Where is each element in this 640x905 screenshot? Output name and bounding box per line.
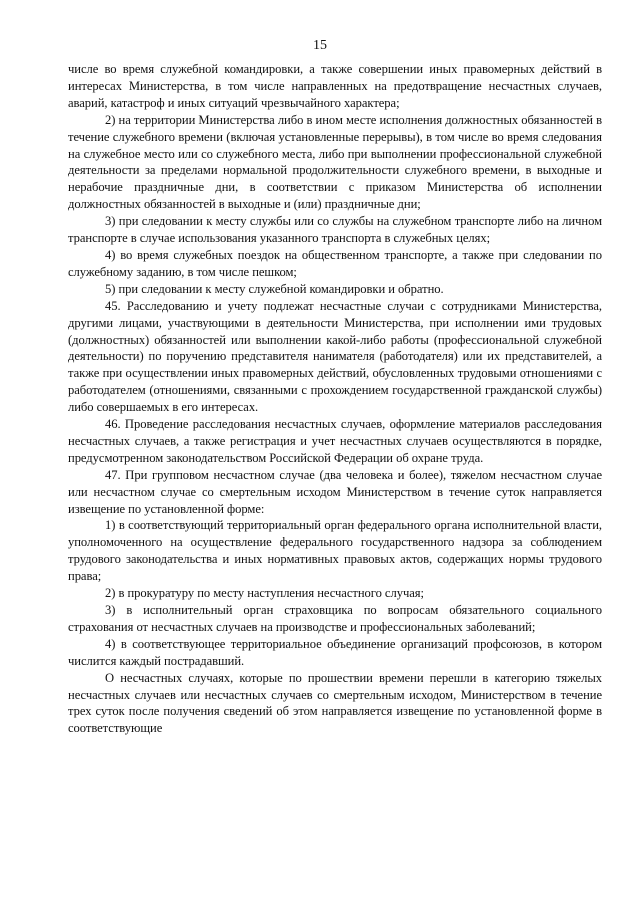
paragraph-clause-47-item-1: 1) в соответствующий территориальный орган федерального органа исполнительной власти, уполномоченного на осуществление федерального государственного надзора за соблюдением трудового законодательства и иных нормативных правовых актов, содержащих нормы трудового права;: [68, 518, 602, 584]
paragraph-clause-45: 45. Расследованию и учету подлежат несчастные случаи с сотрудниками Министерства, другими лицами, участвующими в деятельности Министерства, при исполнении ими трудовых (должностных) обязанностей или выполнении какой-либо работы (профессиональной служебной деятельности) по поручению представителя нанимателя (работодателя) или их представителей, а также при осуществлении иных правомерных действий, обусловленных трудовыми отношениями с работодателем (отношениями, связанными с прохождением государственной гражданской службы) либо совершаемых в его интересах.: [68, 298, 602, 415]
document-body: [68, 61, 602, 737]
paragraph-continuation: числе во время служебной командировки, а также совершении иных правомерных действий в интересах Министерства, в том числе направленных на предотвращение несчастных случаев, аварий, катастроф и иных ситуаций чрезвычайного характера;: [68, 62, 602, 110]
paragraph-item-4: 4) во время служебных поездок на общественном транспорте, а также при следовании по служебному заданию, в том числе пешком;: [68, 247, 602, 279]
page-number: 15: [313, 38, 327, 53]
paragraph-severe-cases: О несчастных случаях, которые по прошествии времени перешли в категорию тяжелых несчастных случаев или несчастных случаев со смертельным исходом, Министерством в течение трех суток после получения сведений об этом направляется извещение по установленной форме в соответствующие: [68, 670, 602, 736]
paragraph-item-3: 3) при следовании к месту службы или со службы на служебном транспорте либо на личном транспорте в случае использования указанного транспорта в служебных целях;: [68, 214, 602, 246]
paragraph-clause-46: 46. Проведение расследования несчастных случаев, оформление материалов расследования несчастных случаев, а также регистрация и учет несчастных случаев осуществляются в порядке, предусмотренном законодательством Российской Федерации об охране труда.: [68, 417, 602, 465]
paragraph-item-2: 2) на территории Министерства либо в ином месте исполнения должностных обязанностей в течение служебного времени (включая установленные перерывы), в том числе во время следования на служебное место или со служебного места, либо при выполнении профессиональной служебной деятельности за пределами нормальной продолжительности служебного времени, в выходные и нерабочие праздничные дни, в соответствии с приказом Министерства об исполнении должностных обязанностей в выходные и (или) праздничные дни;: [68, 112, 602, 212]
paragraph-clause-47-item-3: 3) в исполнительный орган страховщика по вопросам обязательного социального страхования от несчастных случаев на производстве и профессиональных заболеваний;: [68, 603, 602, 634]
paragraph-clause-47-item-4: 4) в соответствующее территориальное объединение организаций профсоюзов, в котором числится каждый пострадавший.: [68, 636, 602, 668]
paragraph-item-5: 5) при следовании к месту служебной командировки и обратно.: [105, 281, 444, 296]
paragraph-clause-47-item-2: 2) в прокуратуру по месту наступления несчастного случая;: [105, 586, 424, 601]
paragraph-clause-47: 47. При групповом несчастном случае (два человека и более), тяжелом несчастном случае или несчастном случае со смертельным исходом Министерством в течение суток направляется извещение по установленной форме:: [68, 467, 602, 516]
